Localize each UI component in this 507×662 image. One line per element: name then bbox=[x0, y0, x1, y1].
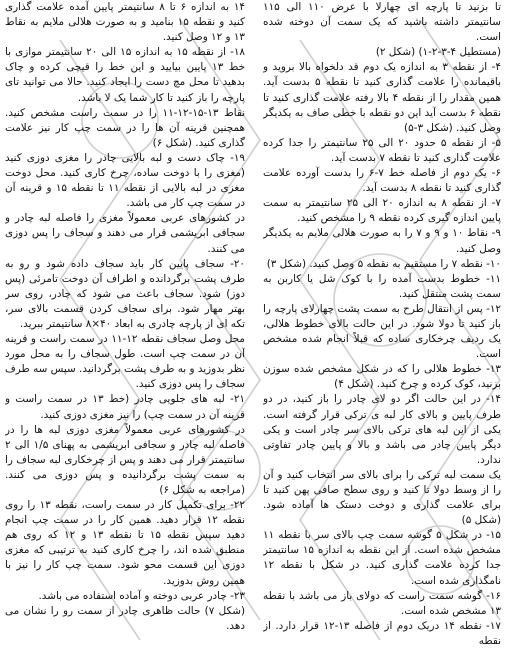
paragraph: ۲۱- لبه های جلویی چادر (خط ۱۳ در سمت راست و قرینه آن در سمت چپ) را نیز مغزی دوزی کنید. bbox=[5, 393, 245, 421]
paragraph: ۱۳- خطوط هلالی را که در شکل مشخص شده سوزن بزنید، کوک کرده و چرخ کنید. (شکل ۴) bbox=[263, 363, 501, 391]
paragraph: ۱۵- در شکل ۵ گوشه سمت چپ بالای سر با نقطه ۱۱ مشخص شده است. از این نقطه به اندازه ۱۵ سانتیمتر جدا کرده علامت گذاری کنید. در شکل با نقطه ۱۲ نامگذاری شده است. bbox=[263, 529, 501, 587]
paragraph: ۱۶- گوشه سمت راست که دولای باز می باشد با نقطه ۱۳ مشخص شده است. bbox=[263, 589, 501, 617]
paragraph: ۱۷- نقطه ۱۴ دریک دوم از فاصله ۱۳-۱۲ قرار دارد. از نقطه bbox=[263, 619, 501, 647]
paragraph: ۱۸- از نقطه ۱۵ به اندازه ۱۵ الی ۲۰ سانتیمتر موازی با خط ۱۳ پایین بیایید و این خط را قیچی کرده و چاک بدهید تا محل مچ دست را ایجاد کنید. حالا می توانید تای پارچه را باز کنید تا کار شما یک لا باشد. bbox=[5, 46, 245, 104]
paragraph: ۱۰- نقطه ۷ را مستقیم به نقطه ۵ وصل کنید. (شکل ۳) bbox=[266, 257, 501, 270]
paragraph: ۴- از نقطه ۳ به اندازه یک دوم قد دلخواه بالا بروید و باقیمانده را علامت گذاری کنید تا نقطه ۵ بدست آید. همین مقدار را از نقطه ۴ بالا رفته علامت گذاری کنید تا نقطه ۶ بدست آید این دو نقطه با خطی صاف به یکدیگر وصل کنید. (شکل ۳-۵) bbox=[263, 61, 501, 134]
paragraph: ۱۱- خطوط بدست آمده را با کوک شل یا کاربن به سمت پشت منتقل کنید. bbox=[263, 272, 501, 300]
paragraph: یک سمت لبه ترکی را برای بالای سر انتخاب کنید و آن را از وسط دولا تا کنید و روی سطح صافی پهن کنید تا برای علامت گذاری و دوخت دستک ها آماده شود. (شکل ۵) bbox=[263, 468, 501, 527]
paragraph: تا بزنید تا پارچه ای چهارلا با عرض ۱۱۰ الی ۱۱۵ سانتیمتر داشته باشید که یک سمت آن دوخته شده است. bbox=[263, 1, 501, 44]
paragraph: ۱۴- در این حالت اگر دو لای چادر را باز کنید، در دو طرف پایین و بالای کار لبه ی ترکی قرار گرفته است. یکی از این لبه های ترکی بالای سر چادر است و یکی دیگر پایین چادر می باشد و بالا و پایین چادر تفاوتی ندارد. bbox=[263, 393, 501, 466]
paragraph: ۵- از نقطه ۵ حدود ۲۰ الی ۲۵ سانتیمتر را جدا کرده علامت گذاری کنید تا نقطه ۷ بدست آید. bbox=[263, 136, 501, 164]
paragraph: ۱۲- پس از انتقال طرح به سمت پشت چهارلای پارچه را باز کنید تا دولا شود. در این حالت بالای خطوط هلالی، یک ردیف چرخکاری ساده که قبلاً انجام شده مشخص است. bbox=[263, 302, 501, 361]
paragraph: (مستطیل ۴-۳-۲-۱) (شکل ۲) bbox=[375, 46, 501, 59]
paragraph: ۲۳- چادر عربی دوخته و آماده استفاده می باشد. bbox=[38, 589, 245, 602]
paragraph: محل وصل سجاف نقطه ۱۲-۱۱ در سمت راست و قرینه آن در سمت چپ است. طول سجاف را به محل مورد نظر بدوزید و به طرف پشت برگردانید. سپس سه طرف سجاف را پس دوزی کنید. bbox=[5, 333, 245, 391]
left-column bbox=[5, 0, 245, 662]
paragraph: ۲۰- سجاف پایین کار باید سجاف داده شود و رو به طرف پشت برگردانده و اطراف آن دوخت تامرئی (پس دوز) شود. سجاف باعث می شود که چادر، روی سر بهتر مهار شود. برای سجاف کردن قسمت بالای سر، تکه ای از پارچه چادری به ابعاد ۴۰×۸ سانتیمتر ببرید. bbox=[5, 257, 245, 330]
paragraph: (شکل ۷) حالت ظاهری چادر از سمت رو را نشان می دهد. bbox=[5, 604, 245, 632]
paragraph: ۱۹- چاک دست و لبه بالایی چادر را مغزی دوزی کنید (مغزی را با دوخت ساده، چرخ کاری کنید. محل دوخت مغزی در لبه بالایی از نقطه ۱۱ تا نقطه ۱۵ و قرینه آن در سمت چپ کار می باشد. bbox=[5, 151, 245, 210]
paragraph: در کشورهای عربی معمولاً مغزی را فاصله لبه چادر و سجافی ابریشمی قرار می دهند و سجاف را پس دوزی می کنند. bbox=[5, 212, 245, 255]
right-column bbox=[263, 0, 501, 662]
paragraph: ۹- نقاط ۱۰ و ۹ و ۷ را به صورت هلالی ملایم به یکدیگر وصل کنید. bbox=[263, 227, 501, 255]
paragraph: ۲۲- برای تکمیل کار در سمت راست، نقطه ۱۳ را روی نقطه ۱۲ قرار دهید. همین کار را در سمت چپ انجام دهید سپس نقطه ۱۵ تا نقطه ۱۳ و ۱۲ که روی هم منطبق شده اند، را چرخ کاری کنید به ترتیبی که مغزی دوزی این قسمت محو شود. سمت چپ کار را نیز با همین روش بدوزید. bbox=[5, 499, 245, 587]
paragraph: در کشورهای عربی معمولاً مغزی دوزی لبه ها را در فاصله لبه چادر و سجافی ابریشمی به پهنای ۱/۵ الی ۲ سانتیمتر قرار می دهند و پس از چرخکاری لبه سجاف را به سمت پشت برگردانیده و پس دوزی می کنند. (مراجعه به شکل ۶) bbox=[5, 423, 245, 496]
paragraph: ۱۴ به اندازه ۶ تا ۸ سانتیمتر پایین آمده علامت گذاری کنید و نقطه ۱۵ بنامید و به صورت هلالی ملایم به نقاط ۱۳ و ۱۲ وصل کنید. bbox=[5, 1, 245, 44]
paragraph: ۶- یک دوم از فاصله خط ۷-۶ را بدست آورده علامت گذاری کنید تا نقطه ۸ بدست آید. bbox=[263, 167, 501, 195]
paragraph: ۷- از نقطه ۸ به اندازه ۲۰ الی ۲۵ سانتیمتر به سمت پایین اندازه گیری کرده نقطه ۹ را مشخص کنید. bbox=[263, 197, 501, 225]
paragraph: نقاط ۱۳-۱۵-۱۲-۱۱ را در سمت راست مشخص کنید. همچنین قرینه آن ها را در سمت چپ کار نیز علامت گذاری کنید. (شکل ۶) bbox=[5, 106, 245, 149]
